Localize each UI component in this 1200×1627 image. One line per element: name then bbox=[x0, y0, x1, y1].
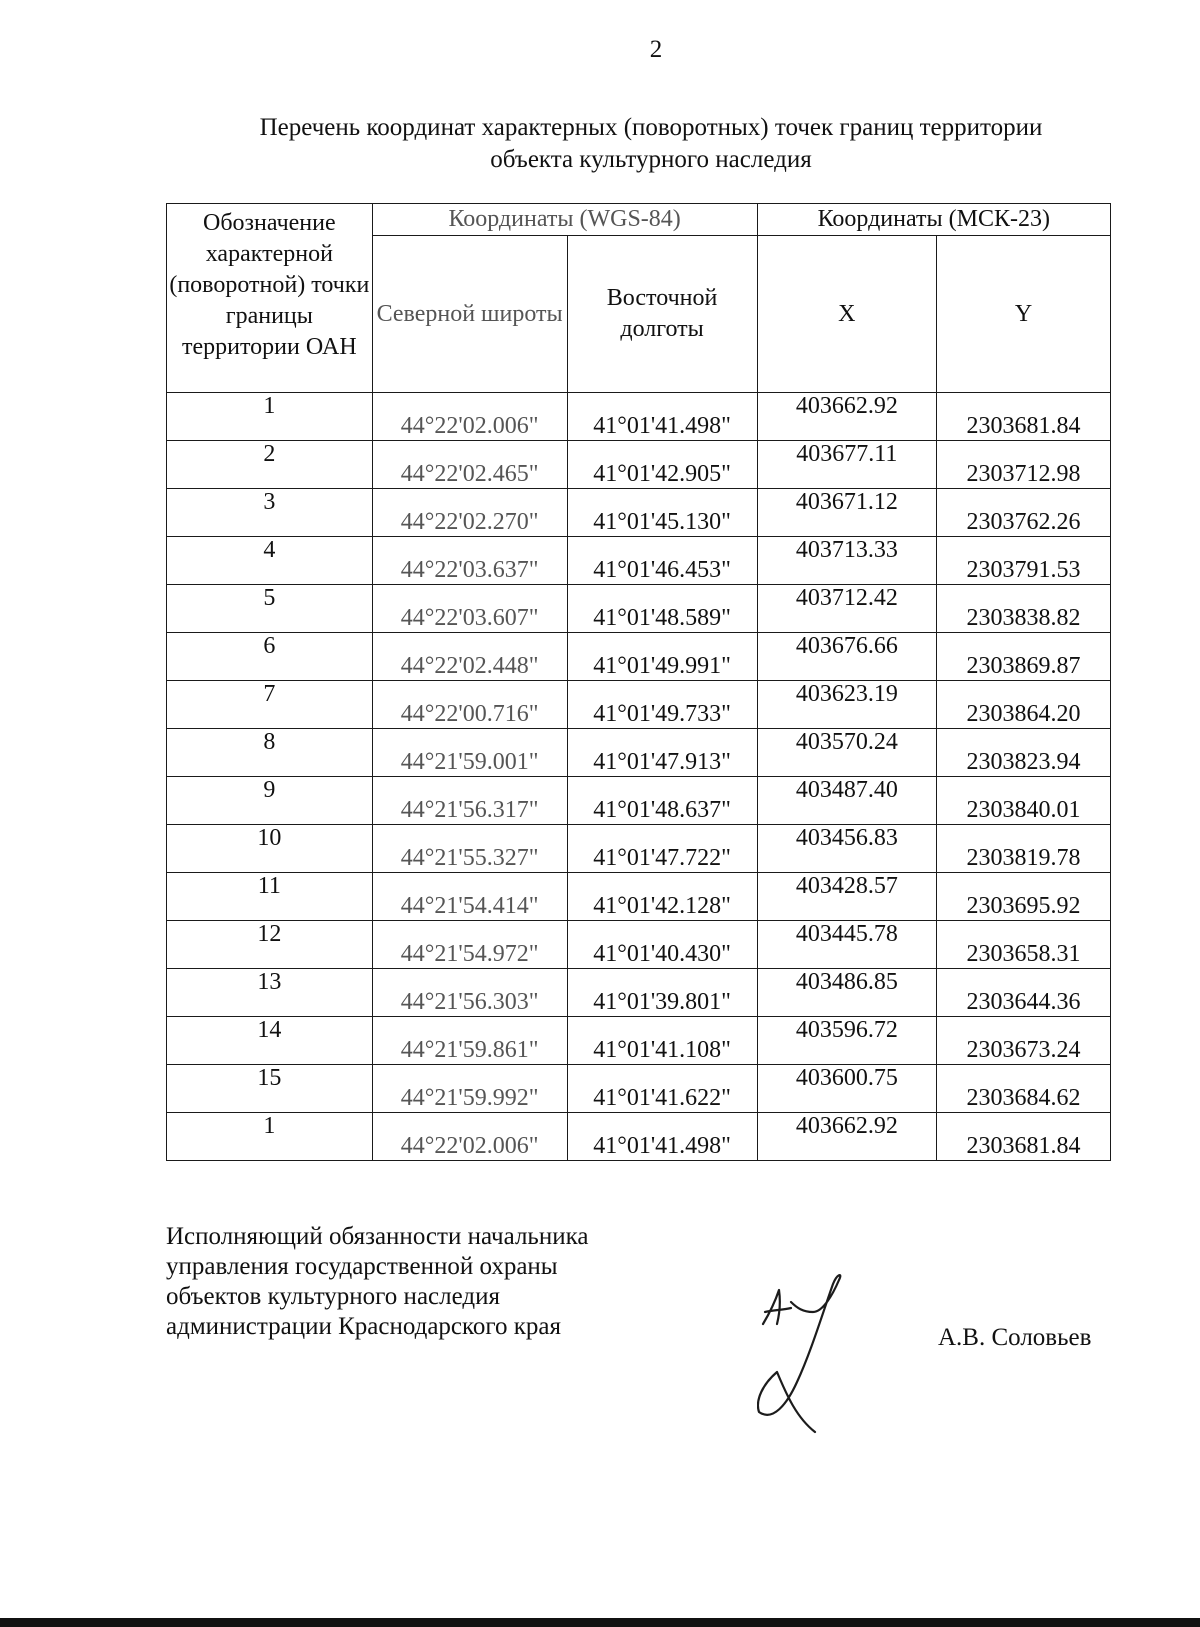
x-coordinate-cell: 403486.85 bbox=[757, 969, 937, 1017]
header-msk23: Координаты (МСК-23) bbox=[757, 204, 1110, 236]
longitude-cell: 41°01'41.108" bbox=[567, 1017, 757, 1065]
latitude-cell: 44°21'59.992" bbox=[372, 1065, 567, 1113]
longitude-cell: 41°01'39.801" bbox=[567, 969, 757, 1017]
table-row bbox=[167, 633, 1111, 681]
latitude-cell: 44°21'56.303" bbox=[372, 969, 567, 1017]
table-row bbox=[167, 969, 1111, 1017]
document-title bbox=[180, 112, 1122, 176]
header-longitude: Восточной долготы bbox=[567, 236, 757, 393]
x-coordinate-cell: 403570.24 bbox=[757, 729, 937, 777]
signer-position-line-4: администрации Краснодарского края bbox=[166, 1313, 562, 1340]
point-id-cell: 9 bbox=[167, 777, 373, 825]
y-coordinate-cell: 2303840.01 bbox=[937, 777, 1111, 825]
coordinates-table bbox=[166, 203, 1111, 1161]
latitude-cell: 44°22'02.006" bbox=[372, 393, 567, 441]
table-row bbox=[167, 393, 1111, 441]
signer-position-line-1: Исполняющий обязанности начальника bbox=[166, 1223, 589, 1250]
y-coordinate-cell: 2303823.94 bbox=[937, 729, 1111, 777]
table-body bbox=[167, 393, 1111, 1161]
point-id-cell: 1 bbox=[167, 1113, 373, 1161]
x-coordinate-cell: 403428.57 bbox=[757, 873, 937, 921]
latitude-cell: 44°22'02.006" bbox=[372, 1113, 567, 1161]
signature-block bbox=[166, 1222, 686, 1342]
latitude-cell: 44°21'59.001" bbox=[372, 729, 567, 777]
point-id-cell: 15 bbox=[167, 1065, 373, 1113]
longitude-cell: 41°01'48.637" bbox=[567, 777, 757, 825]
header-x: X bbox=[757, 236, 937, 393]
latitude-cell: 44°21'54.972" bbox=[372, 921, 567, 969]
longitude-cell: 41°01'41.498" bbox=[567, 1113, 757, 1161]
longitude-cell: 41°01'41.622" bbox=[567, 1065, 757, 1113]
latitude-cell: 44°22'03.637" bbox=[372, 537, 567, 585]
table-row bbox=[167, 585, 1111, 633]
point-id-cell: 1 bbox=[167, 393, 373, 441]
y-coordinate-cell: 2303819.78 bbox=[937, 825, 1111, 873]
handwritten-signature bbox=[757, 1272, 867, 1442]
table-row bbox=[167, 873, 1111, 921]
x-coordinate-cell: 403662.92 bbox=[757, 393, 937, 441]
point-id-cell: 3 bbox=[167, 489, 373, 537]
longitude-cell: 41°01'47.722" bbox=[567, 825, 757, 873]
point-id-cell: 14 bbox=[167, 1017, 373, 1065]
x-coordinate-cell: 403712.42 bbox=[757, 585, 937, 633]
table-row bbox=[167, 729, 1111, 777]
table-header-row bbox=[167, 204, 1111, 236]
x-coordinate-cell: 403671.12 bbox=[757, 489, 937, 537]
bottom-scan-border bbox=[0, 1618, 1200, 1627]
longitude-cell: 41°01'45.130" bbox=[567, 489, 757, 537]
table-row bbox=[167, 777, 1111, 825]
signer-name: А.В. Соловьев bbox=[938, 1324, 1092, 1351]
document-title-line-2: объекта культурного наследия bbox=[490, 146, 812, 173]
longitude-cell: 41°01'42.905" bbox=[567, 441, 757, 489]
longitude-cell: 41°01'48.589" bbox=[567, 585, 757, 633]
latitude-cell: 44°21'54.414" bbox=[372, 873, 567, 921]
y-coordinate-cell: 2303681.84 bbox=[937, 393, 1111, 441]
point-id-cell: 10 bbox=[167, 825, 373, 873]
y-coordinate-cell: 2303762.26 bbox=[937, 489, 1111, 537]
table-row bbox=[167, 489, 1111, 537]
document-title-line-1: Перечень координат характерных (поворотных) точек границ территории bbox=[259, 114, 1043, 141]
table-row bbox=[167, 1113, 1111, 1161]
longitude-cell: 41°01'41.498" bbox=[567, 393, 757, 441]
y-coordinate-cell: 2303869.87 bbox=[937, 633, 1111, 681]
point-id-cell: 12 bbox=[167, 921, 373, 969]
point-id-cell: 5 bbox=[167, 585, 373, 633]
point-id-cell: 6 bbox=[167, 633, 373, 681]
longitude-cell: 41°01'40.430" bbox=[567, 921, 757, 969]
y-coordinate-cell: 2303673.24 bbox=[937, 1017, 1111, 1065]
header-wgs84: Координаты (WGS-84) bbox=[372, 204, 757, 236]
longitude-cell: 41°01'47.913" bbox=[567, 729, 757, 777]
y-coordinate-cell: 2303644.36 bbox=[937, 969, 1111, 1017]
longitude-cell: 41°01'49.991" bbox=[567, 633, 757, 681]
longitude-cell: 41°01'46.453" bbox=[567, 537, 757, 585]
header-latitude: Северной широты bbox=[372, 236, 567, 393]
point-id-cell: 4 bbox=[167, 537, 373, 585]
point-id-cell: 2 bbox=[167, 441, 373, 489]
y-coordinate-cell: 2303658.31 bbox=[937, 921, 1111, 969]
longitude-cell: 41°01'49.733" bbox=[567, 681, 757, 729]
table-row bbox=[167, 825, 1111, 873]
table-row bbox=[167, 1017, 1111, 1065]
x-coordinate-cell: 403713.33 bbox=[757, 537, 937, 585]
latitude-cell: 44°22'02.270" bbox=[372, 489, 567, 537]
point-id-cell: 7 bbox=[167, 681, 373, 729]
signer-position-line-3: объектов культурного наследия bbox=[166, 1283, 500, 1310]
longitude-cell: 41°01'42.128" bbox=[567, 873, 757, 921]
latitude-cell: 44°21'59.861" bbox=[372, 1017, 567, 1065]
y-coordinate-cell: 2303684.62 bbox=[937, 1065, 1111, 1113]
latitude-cell: 44°21'55.327" bbox=[372, 825, 567, 873]
table-row bbox=[167, 681, 1111, 729]
y-coordinate-cell: 2303712.98 bbox=[937, 441, 1111, 489]
y-coordinate-cell: 2303681.84 bbox=[937, 1113, 1111, 1161]
x-coordinate-cell: 403445.78 bbox=[757, 921, 937, 969]
x-coordinate-cell: 403600.75 bbox=[757, 1065, 937, 1113]
point-id-cell: 11 bbox=[167, 873, 373, 921]
header-point: Обозначение характерной (поворотной) точки границы территории ОАН bbox=[167, 204, 373, 393]
latitude-cell: 44°22'02.465" bbox=[372, 441, 567, 489]
table-row bbox=[167, 1065, 1111, 1113]
y-coordinate-cell: 2303791.53 bbox=[937, 537, 1111, 585]
x-coordinate-cell: 403676.66 bbox=[757, 633, 937, 681]
point-id-cell: 8 bbox=[167, 729, 373, 777]
y-coordinate-cell: 2303695.92 bbox=[937, 873, 1111, 921]
x-coordinate-cell: 403677.11 bbox=[757, 441, 937, 489]
x-coordinate-cell: 403623.19 bbox=[757, 681, 937, 729]
x-coordinate-cell: 403662.92 bbox=[757, 1113, 937, 1161]
latitude-cell: 44°21'56.317" bbox=[372, 777, 567, 825]
latitude-cell: 44°22'03.607" bbox=[372, 585, 567, 633]
x-coordinate-cell: 403596.72 bbox=[757, 1017, 937, 1065]
point-id-cell: 13 bbox=[167, 969, 373, 1017]
table-row bbox=[167, 537, 1111, 585]
table-row bbox=[167, 441, 1111, 489]
latitude-cell: 44°22'00.716" bbox=[372, 681, 567, 729]
table-row bbox=[167, 921, 1111, 969]
latitude-cell: 44°22'02.448" bbox=[372, 633, 567, 681]
y-coordinate-cell: 2303864.20 bbox=[937, 681, 1111, 729]
y-coordinate-cell: 2303838.82 bbox=[937, 585, 1111, 633]
x-coordinate-cell: 403487.40 bbox=[757, 777, 937, 825]
header-y: Y bbox=[937, 236, 1111, 393]
signer-position-line-2: управления государственной охраны bbox=[166, 1253, 558, 1280]
page-number: 2 bbox=[649, 36, 663, 63]
x-coordinate-cell: 403456.83 bbox=[757, 825, 937, 873]
